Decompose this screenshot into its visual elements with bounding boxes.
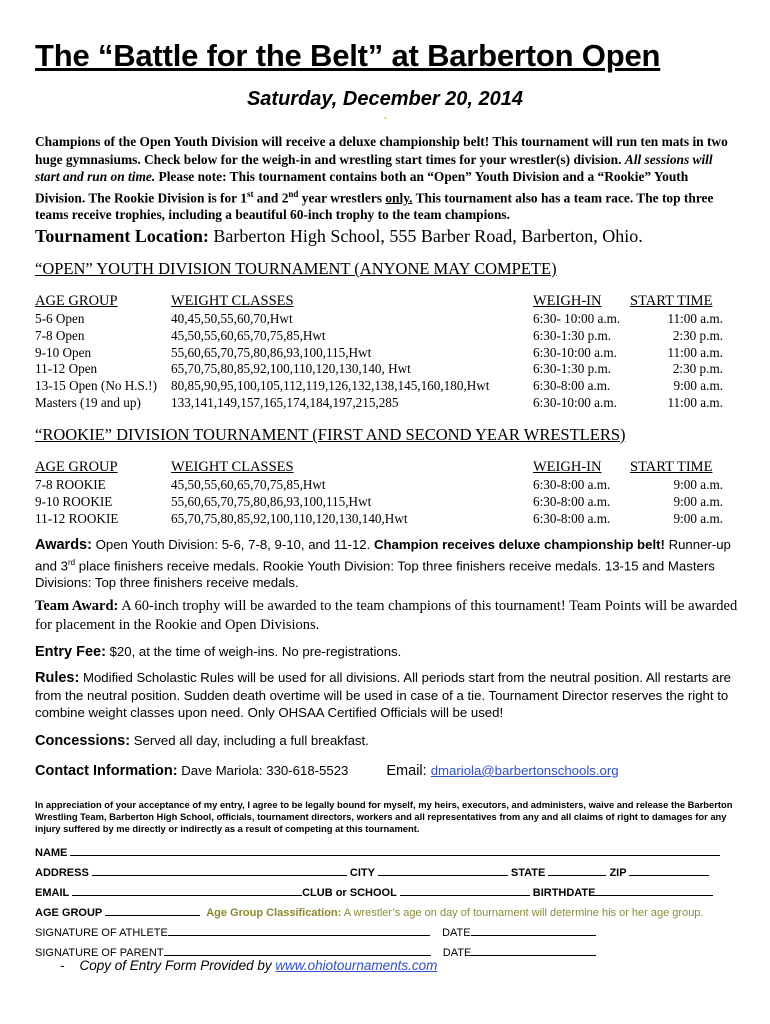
cell-weights: 45,50,55,60,65,70,75,85,Hwt xyxy=(171,327,326,343)
form-row-address: ADDRESS CITY STATE ZIP xyxy=(35,864,709,879)
col-start-time: START TIME xyxy=(630,293,713,309)
decorative-dot: • xyxy=(384,114,387,123)
form-row-age-group: AGE GROUP Age Group Classification: A wrestler’s age on day of tournament will determine his or her age group. xyxy=(35,904,703,919)
cell-start: 11:00 a.m. xyxy=(667,394,723,410)
col-weight-classes: WEIGHT CLASSES xyxy=(171,459,294,475)
table-row xyxy=(35,395,723,412)
birthdate-field[interactable] xyxy=(595,884,713,896)
cell-weights: 55,60,65,70,75,80,86,93,100,115,Hwt xyxy=(171,493,372,509)
table-row xyxy=(35,328,723,345)
col-start-time: START TIME xyxy=(630,459,713,475)
rookie-division-heading: “ROOKIE” DIVISION TOURNAMENT (FIRST AND SECOND YEAR WRESTLERS) xyxy=(35,425,626,444)
cell-weights: 65,70,75,80,85,92,100,110,120,130,140, Hwt xyxy=(171,361,411,377)
athlete-signature-field[interactable] xyxy=(168,924,430,936)
city-field[interactable] xyxy=(378,864,508,876)
awards-paragraph: Awards: Open Youth Division: 5-6, 7-8, 9-10, and 11-12. Champion receives deluxe championship belt! Runner-up and 3rd place finishers receive medals. Rookie Youth Division: Top three finishers receive medals. 13-15 and Masters Divisions: Top three finishers receive medals. xyxy=(35,537,731,591)
address-field[interactable] xyxy=(92,864,347,876)
age-group-field[interactable] xyxy=(105,904,200,916)
cell-start: 2:30 p.m. xyxy=(672,361,723,377)
cell-age: 11-12 ROOKIE xyxy=(35,510,119,526)
cell-start: 9:00 a.m. xyxy=(673,378,723,394)
col-age-group: AGE GROUP xyxy=(35,293,118,309)
table-header-row xyxy=(35,292,723,311)
col-age-group: AGE GROUP xyxy=(35,459,118,475)
cell-weights: 65,70,75,80,85,92,100,110,120,130,140,Hwt xyxy=(171,510,408,526)
email-field[interactable] xyxy=(72,884,302,896)
table-row xyxy=(35,494,723,511)
cell-weights: 40,45,50,55,60,70,Hwt xyxy=(171,311,293,326)
cell-weighin: 6:30-8:00 a.m. xyxy=(533,378,611,394)
cell-weighin: 6:30-10:00 a.m. xyxy=(533,344,617,360)
cell-start: 9:00 a.m. xyxy=(673,477,723,492)
concessions-paragraph: Concessions: Served all day, including a full breakfast. xyxy=(35,733,369,749)
athlete-date-field[interactable] xyxy=(471,924,596,936)
table-row xyxy=(35,511,723,528)
col-weigh-in: WEIGH-IN xyxy=(533,293,602,309)
footer-credit: - Copy of Entry Form Provided by www.ohiotournaments.com xyxy=(60,958,438,973)
cell-age: 11-12 Open xyxy=(35,361,98,377)
table-row xyxy=(35,311,723,328)
cell-start: 9:00 a.m. xyxy=(673,510,723,526)
cell-weighin: 6:30- 10:00 a.m. xyxy=(533,311,621,326)
col-weigh-in: WEIGH-IN xyxy=(533,459,602,475)
page-title: The “Battle for the Belt” at Barberton Open xyxy=(35,38,661,73)
cell-start: 11:00 a.m. xyxy=(667,311,723,326)
parent-signature-field[interactable] xyxy=(164,944,431,956)
cell-weighin: 6:30-8:00 a.m. xyxy=(533,477,611,492)
cell-weighin: 6:30-8:00 a.m. xyxy=(533,493,611,509)
age-class-text: A wrestler’s age on day of tournament will determine his or her age group. xyxy=(341,907,704,919)
cell-weights: 45,50,55,60,65,70,75,85,Hwt xyxy=(171,477,326,492)
cell-weights: 55,60,65,70,75,80,86,93,100,115,Hwt xyxy=(171,344,372,360)
cell-weights: 133,141,149,157,165,174,184,197,215,285 xyxy=(171,394,399,410)
open-division-table xyxy=(35,292,723,412)
parent-date-field[interactable] xyxy=(471,944,596,956)
cell-weights: 80,85,90,95,100,105,112,119,126,132,138,145,160,180,Hwt xyxy=(171,378,490,394)
table-row xyxy=(35,361,723,378)
col-weight-classes: WEIGHT CLASSES xyxy=(171,293,294,309)
table-row xyxy=(35,477,723,494)
table-row xyxy=(35,345,723,362)
name-field[interactable] xyxy=(70,844,720,856)
club-field[interactable] xyxy=(400,884,530,896)
age-class-label: Age Group Classification: xyxy=(206,907,342,919)
cell-weighin: 6:30-1:30 p.m. xyxy=(533,327,612,343)
cell-age: Masters (19 and up) xyxy=(35,394,141,410)
liability-waiver: In appreciation of your acceptance of my entry, I agree to be legally bound for myself, my heirs, executors, and administers, waive and release the Barberton Wrestling Team, Barberton High School, officials, tournament directors, workers and all representatives from any and all claims of right to damages for any injury suffered by me directly or indirectly as a result of competing at this tournament. xyxy=(35,799,733,835)
cell-age: 9-10 ROOKIE xyxy=(35,493,113,509)
cell-start: 11:00 a.m. xyxy=(667,344,723,360)
table-row xyxy=(35,378,723,395)
form-row-athlete-signature: SIGNATURE OF ATHLETE DATE xyxy=(35,924,596,939)
cell-age: 5-6 Open xyxy=(35,311,85,326)
event-date: Saturday, December 20, 2014 xyxy=(246,88,524,110)
cell-age: 13-15 Open (No H.S.!) xyxy=(35,378,157,394)
entry-fee-paragraph: Entry Fee: $20, at the time of weigh-ins. No pre-registrations. xyxy=(35,644,402,660)
form-row-email: EMAIL CLUB or SCHOOL BIRTHDATE xyxy=(35,884,713,899)
contact-email-link[interactable]: dmariola@barbertonschools.org xyxy=(430,763,619,778)
intro-paragraph: Champions of the Open Youth Division will receive a deluxe championship belt! This tournament will run ten mats in two huge gymnasiums. Check below for the weigh-in and wrestling start times for your wrestler(s) division. All sessions will start and run on time. Please note: This tournament contains both an “Open” Youth Division and a “Rookie” Youth Division. The Rookie Division is for 1st and 2nd year wrestlers only. This tournament also has a team race. The top three teams receive trophies, including a beautiful 60-inch trophy to the team champions. xyxy=(35,134,728,223)
footer-link[interactable]: www.ohiotournaments.com xyxy=(275,958,438,973)
cell-start: 9:00 a.m. xyxy=(673,493,723,509)
cell-age: 7-8 ROOKIE xyxy=(35,477,106,492)
cell-age: 9-10 Open xyxy=(35,344,92,360)
contact-paragraph: Contact Information: Dave Mariola: 330-618-5523 Email: dmariola@barbertonschools.org xyxy=(35,763,619,779)
open-division-heading: “OPEN” YOUTH DIVISION TOURNAMENT (ANYONE MAY COMPETE) xyxy=(35,259,557,278)
tournament-location: Tournament Location: Barberton High School, 555 Barber Road, Barberton, Ohio. xyxy=(35,226,643,246)
zip-field[interactable] xyxy=(629,864,709,876)
form-row-name: NAME xyxy=(35,844,720,859)
cell-age: 7-8 Open xyxy=(35,327,85,343)
form-row-parent-signature: SIGNATURE OF PARENT DATE xyxy=(35,944,596,959)
table-header-row xyxy=(35,458,723,477)
cell-weighin: 6:30-8:00 a.m. xyxy=(533,510,611,526)
rookie-division-table xyxy=(35,458,723,527)
cell-start: 2:30 p.m. xyxy=(672,327,723,343)
cell-weighin: 6:30-1:30 p.m. xyxy=(533,361,612,377)
cell-weighin: 6:30-10:00 a.m. xyxy=(533,394,617,410)
rules-paragraph: Rules: Modified Scholastic Rules will be used for all divisions. All periods start from the neutral position. All restarts are from the neutral position. Sudden death overtime will be used in case of a tie. Tournament Director reserves the right to combine weight classes upon need. Only OHSAA Certified Officials will be used! xyxy=(35,670,731,720)
team-award-paragraph: Team Award: A 60-inch trophy will be awarded to the team champions of this tournament! Team Points will be awarded for placement in the Rookie and Open Divisions. xyxy=(35,598,738,633)
state-field[interactable] xyxy=(548,864,606,876)
